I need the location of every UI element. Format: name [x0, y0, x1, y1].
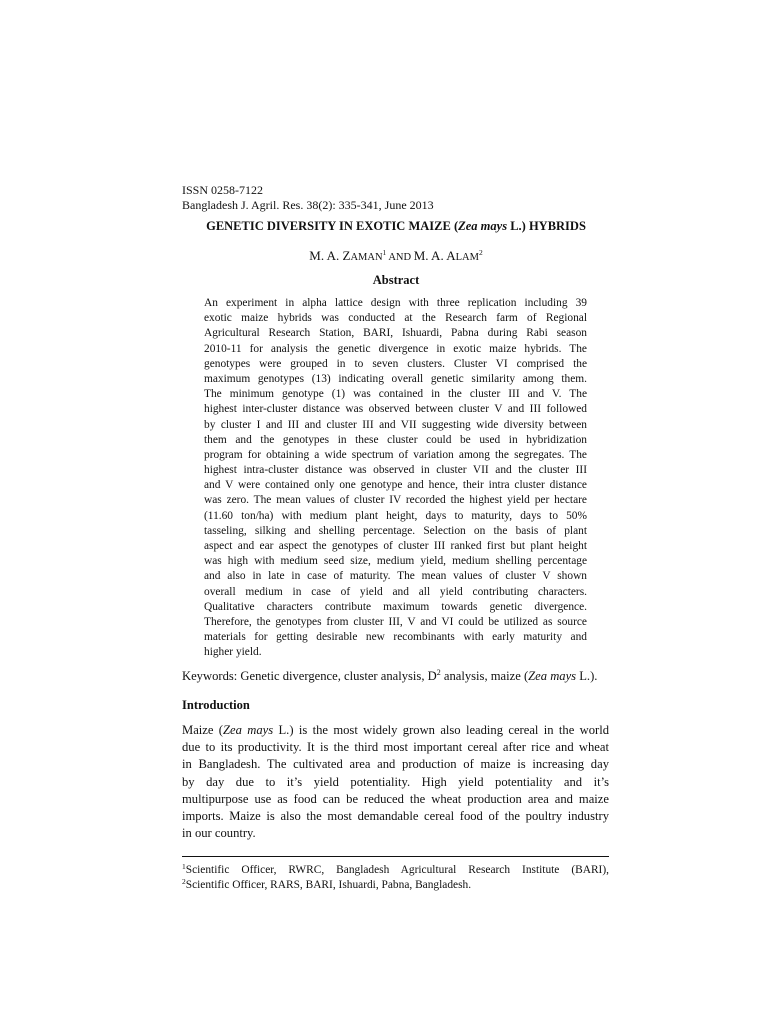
abstract-line: maximum genotypes (13) indicating overall genetic similarity among them.: [204, 372, 587, 385]
keywords-superscript: 2: [436, 668, 441, 677]
abstract-line: The minimum genotype (1) was contained in the cluster III and V. The: [204, 388, 587, 401]
abstract-line: An experiment in alpha lattice design with three replication including 39: [204, 297, 587, 309]
author-conjunction: AND: [386, 252, 414, 263]
abstract-line: them and the genotypes in these cluster could be used in hybridization: [204, 433, 587, 446]
abstract-line: overall medium in case of yield and all yield contributing characters.: [204, 585, 587, 598]
abstract-line: Qualitative characters contribute maximum towards genetic divergence.: [204, 600, 587, 613]
abstract-line: Agricultural Research Station, BARI, Ishuardi, Pabna during Rabi season: [204, 327, 587, 340]
author2-initials: M. A. A: [413, 248, 456, 263]
abstract-line: highest intra-cluster distance was observed in cluster VII and the cluster III: [204, 464, 587, 477]
author1-affiliation-mark: 1: [382, 248, 387, 257]
abstract-heading: Abstract: [372, 273, 420, 287]
abstract-line: higher yield.: [204, 646, 262, 659]
journal-citation: Bangladesh J. Agril. Res. 38(2): 335-341, June 2013: [182, 198, 434, 212]
keywords-middle: analysis, maize (: [440, 669, 529, 683]
introduction-line: multipurpose use as food can be reduced the wheat production area and maize: [182, 791, 609, 806]
footnote-1: [182, 863, 609, 878]
author1-surname: AMAN: [350, 252, 383, 263]
introduction-heading: Introduction: [182, 698, 250, 712]
author1-initials: M. A. Z: [309, 248, 351, 263]
abstract-body: [204, 296, 587, 661]
abstract-line: and V were contained only one genotype and hence, their intra cluster distance: [204, 479, 587, 492]
author2-affiliation-mark: 2: [478, 248, 483, 257]
intro-line1-pre: Maize (: [182, 723, 224, 737]
issn-line: ISSN 0258-7122: [182, 183, 264, 197]
intro-species: Zea mays: [223, 723, 274, 737]
title-prefix: GENETIC DIVERSITY IN EXOTIC MAIZE (: [206, 219, 459, 233]
abstract-line: aspect and ear aspect the genotypes of cluster III ranked first but plant height: [204, 540, 587, 552]
introduction-line: [182, 722, 609, 739]
title-suffix: L.) HYBRIDS: [507, 219, 586, 233]
keywords-end: L.).: [576, 669, 598, 683]
intro-line1-post: L.) is the most widely grown also leading cereal in the world: [273, 723, 609, 737]
abstract-line: by cluster I and III and cluster III and VII suggesting wide diversity between: [204, 418, 587, 431]
footnote-1-text: Scientific Officer, RWRC, Bangladesh Agricultural Research Institute (BARI),: [185, 864, 609, 876]
introduction-line: imports. Maize is also the most demandable cereal food of the poultry industry: [182, 808, 609, 823]
abstract-line: exotic maize hybrids was conducted at the Research farm of Regional: [204, 312, 587, 325]
introduction-line: by day due to it’s yield potentiality. High yield potentiality and it’s: [182, 774, 609, 789]
abstract-line: 2010-11 for analysis the genetic divergence in exotic maize hybrids. The: [204, 342, 587, 355]
footnote-2-mark: 2: [182, 877, 186, 886]
abstract-line: genotypes were grouped in to seven clusters. Cluster VI comprised the: [204, 357, 587, 370]
title-species: Zea mays: [458, 219, 508, 233]
abstract-line: was zero. The mean values of cluster IV recorded the highest yield per hectare: [204, 494, 587, 507]
abstract-line: materials for getting desirable new recombinants with early maturity and: [204, 631, 587, 644]
paper-title: [182, 219, 610, 234]
footnote-divider: [182, 856, 609, 857]
footnote-2: [182, 878, 609, 893]
footnote-2-text: Scientific Officer, RARS, BARI, Ishuardi, Pabna, Bangladesh.: [185, 878, 472, 891]
keywords-lead: Keywords: Genetic divergence, cluster analysis, D: [182, 669, 437, 683]
footnote-1-mark: 1: [182, 863, 186, 871]
introduction-line: due to its productivity. It is the third most important cereal after rice and wheat: [182, 740, 609, 755]
abstract-line: program for obtaining a wide spectrum of variation among the segregates. The: [204, 448, 587, 461]
abstract-line: highest inter-cluster distance was observed between cluster V and III followed: [204, 403, 587, 416]
abstract-line: and also in late in case of maturity. The mean values of cluster V shown: [204, 570, 587, 583]
introduction-body: [182, 722, 609, 842]
abstract-line: was high with medium seed size, medium yield, medium shelling percentage: [204, 555, 587, 568]
abstract-line: (11.60 ton/ha) with medium plant height, days to maturity, days to 50%: [204, 509, 587, 522]
author-line: [182, 248, 610, 266]
footnotes: [182, 863, 609, 892]
abstract-line: tasseling, silking and shelling percentage. Selection on the basis of plant: [204, 524, 587, 537]
keywords-species: Zea mays: [528, 669, 577, 683]
keywords-line: [182, 668, 612, 684]
introduction-line: in Bangladesh. The cultivated area and production of maize is increasing day: [182, 757, 609, 772]
introduction-line: in our country.: [182, 826, 256, 841]
author2-surname: LAM: [455, 252, 479, 263]
abstract-line: Therefore, the genotypes from cluster III, V and VI could be utilized as source: [204, 615, 587, 628]
